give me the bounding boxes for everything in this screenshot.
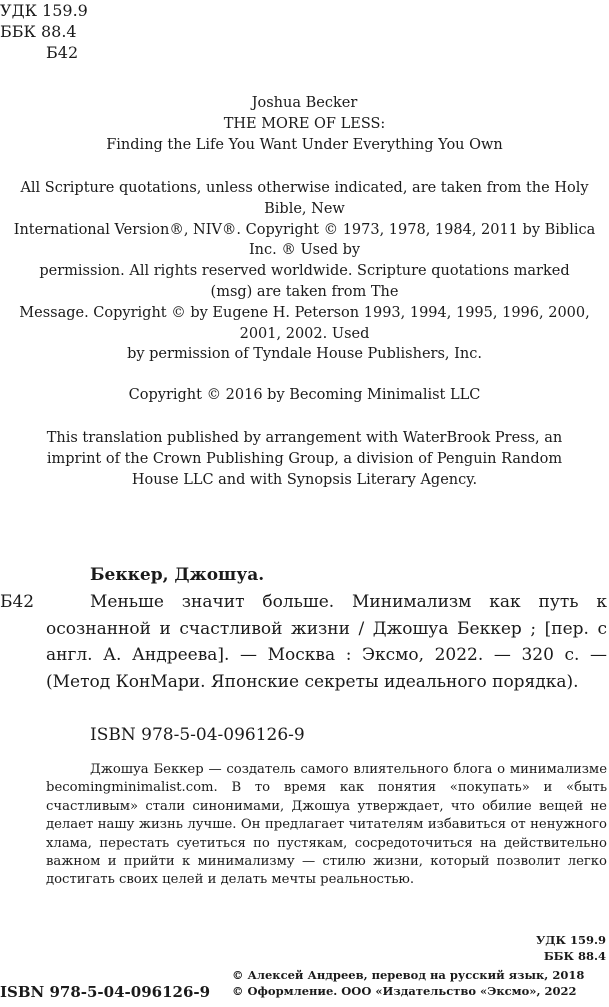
scripture-line: Inc. ® Used by — [248, 242, 361, 259]
original-subtitle: Finding the Life You Want Under Everything You Own — [106, 136, 503, 153]
translation-line: This translation published by arrangement with WaterBrook Press, an — [46, 430, 563, 446]
scripture-line: permission. All rights reserved worldwide. Scripture quotations marked — [39, 263, 570, 280]
original-author: Joshua Becker — [251, 95, 358, 111]
biblio-isbn: ISBN 978-5-04-096126-9 — [90, 725, 305, 745]
footer-udk: УДК 159.9 — [535, 933, 606, 947]
translation-line: imprint of the Crown Publishing Group, a division of Penguin Random — [46, 450, 563, 467]
translation-notice — [0, 428, 609, 490]
annotation: Джошуа Беккер — создатель самого влиятельного блога о минимализме becomingminimalist.com. В то время как понятия «покупать» и «быть счастливым» стали синонимами, Джошуа утверждает, что обилие вещей не делает нашу жизнь лучше. Он предлагает читателям избавиться от ненужного хлама, перестать суетиться по пустякам, сосредоточиться на действительно важном и прийти к минимализму — стилю жизни, который позволит легко достигать своих целей и делать мечты реальностью. — [46, 762, 607, 888]
translation-line: House LLC and with Synopsis Literary Agency. — [131, 471, 478, 488]
copyright-design: © Оформление. ООО «Издательство «Эксмо», 2022 — [232, 983, 577, 998]
scripture-line: (msg) are taken from The — [210, 283, 399, 300]
scripture-line: by permission of Tyndale House Publishers, Inc. — [127, 346, 482, 363]
classification-block — [0, 0, 88, 63]
biblio-heading: Беккер, Джошуа. — [90, 565, 265, 585]
biblio-mark: Б42 — [0, 592, 35, 612]
scripture-line: Message. Copyright © by Eugene H. Peterson 1993, 1994, 1995, 1996, 2000, — [19, 304, 590, 321]
scripture-line: Bible, New — [264, 200, 345, 217]
author-mark: Б42 — [46, 43, 79, 62]
scripture-line: All Scripture quotations, unless otherwise indicated, are taken from the Holy — [20, 180, 589, 196]
copyright-translation: © Алексей Андреев, перевод на русский язык, 2018 — [232, 968, 585, 982]
bbk-code: ББК 88.4 — [0, 22, 77, 41]
footer-isbn: ISBN 978-5-04-096126-9 — [0, 983, 211, 1001]
footer-bbk: ББК 88.4 — [543, 948, 606, 963]
footer-codes — [536, 933, 606, 964]
scripture-line: International Version®, NIV®. Copyright © 1973, 1978, 1984, 2011 by Biblica — [13, 221, 596, 238]
original-title-block — [0, 93, 609, 155]
scripture-line: 2001, 2002. Used — [239, 325, 370, 342]
scripture-notice — [0, 178, 609, 365]
footer-copyrights — [232, 968, 584, 999]
biblio-description: Меньше значит больше. Минимализм как путь к осознанной и счастливой жизни / Джошуа Беккер ; [пер. с англ. А. Андреева]. — Москва : Эксмо, 2022. — 320 с. — (Метод КонМари. Японские секреты идеального порядка). — [46, 592, 607, 692]
udk-code: УДК 159.9 — [0, 1, 88, 20]
original-title: THE MORE OF LESS: — [223, 115, 386, 132]
original-copyright: Copyright © 2016 by Becoming Minimalist LLC — [128, 387, 481, 403]
